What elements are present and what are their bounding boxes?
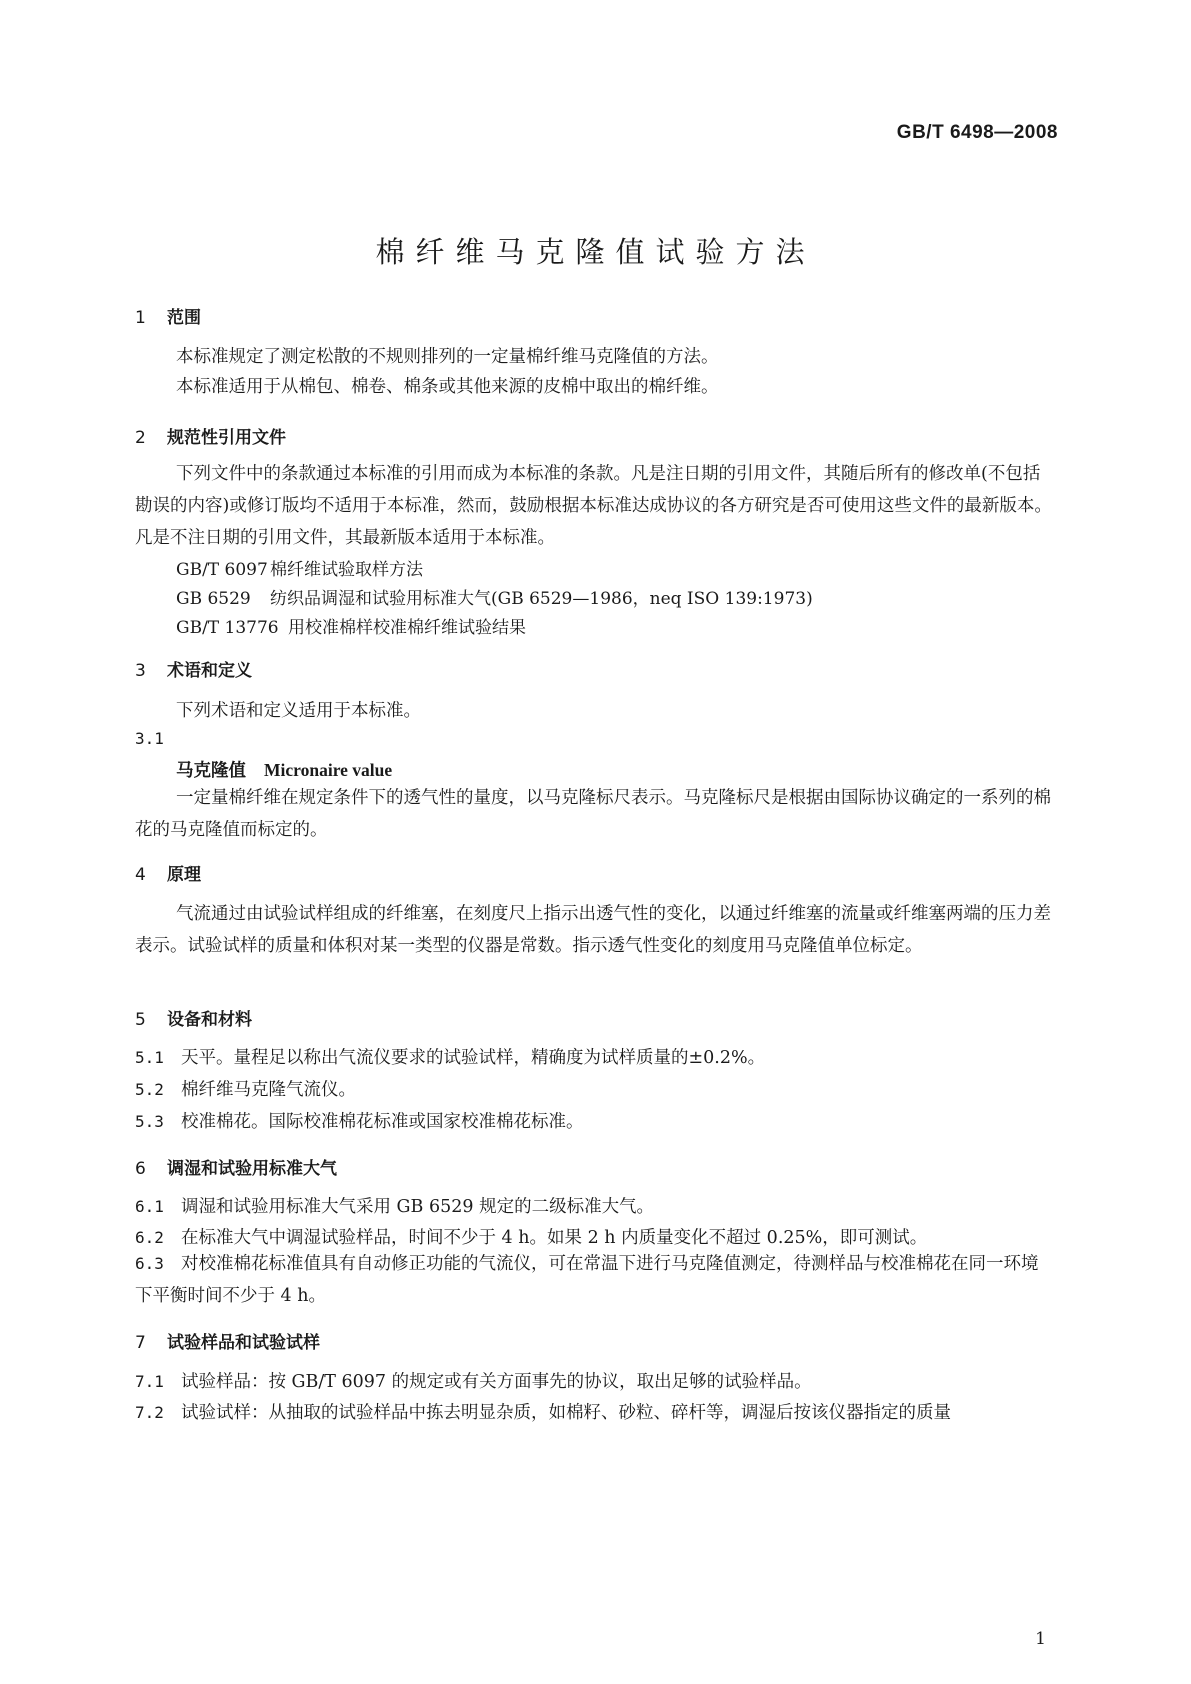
clause-text: 对校准棉花标准值具有自动修正功能的气流仪，可在常温下进行马克隆值测定，待测样品与校准棉花在同一环境下平衡时间不少于 4 h。: [135, 1254, 1039, 1306]
clause-text: 棉纤维马克隆气流仪。: [181, 1080, 356, 1100]
reference-code: GB/T 6097: [176, 560, 268, 580]
section-heading-1: [135, 303, 201, 328]
page-number: 1: [1035, 1629, 1046, 1649]
clause-item: [135, 1193, 654, 1218]
reference-code: GB/T 13776: [176, 618, 279, 638]
clause-number: 6.2: [135, 1228, 164, 1247]
section-title: 范围: [167, 308, 201, 328]
section-number: 2: [135, 428, 146, 448]
clause-text: 在标准大气中调湿试验样品，时间不少于 4 h。如果 2 h 内质量变化不超过 0.25%，即可测试。: [181, 1228, 928, 1248]
clause-text: 校准棉花。国际校准棉花标准或国家校准棉花标准。: [181, 1112, 584, 1132]
clause-number: 6.3: [135, 1254, 164, 1273]
section-number: 1: [135, 308, 146, 328]
clause-item: [135, 1248, 1055, 1312]
clause-item: [135, 1108, 584, 1133]
reference-name: 棉纤维试验取样方法: [270, 560, 423, 580]
section-heading-4: [135, 860, 201, 885]
clause-text: 天平。量程足以称出气流仪要求的试验试样，精确度为试样质量的±0.2%。: [181, 1048, 766, 1068]
paragraph: 下列文件中的条款通过本标准的引用而成为本标准的条款。凡是注日期的引用文件，其随后所有的修改单(不包括勘误的内容)或修订版均不适用于本标准，然而，鼓励根据本标准达成协议的各方研究是否可使用这些文件的最新版本。凡是不注日期的引用文件，其最新版本适用于本标准。: [135, 464, 1052, 548]
document-title: 棉纤维马克隆值试验方法: [375, 235, 816, 269]
section-title: 调湿和试验用标准大气: [167, 1159, 337, 1179]
section-title: 原理: [167, 865, 201, 885]
clause-number: 6.1: [135, 1197, 164, 1216]
clause-item: [135, 1368, 812, 1393]
clause-number: 5.1: [135, 1048, 164, 1067]
term-definition: 一定量棉纤维在规定条件下的透气性的量度，以马克隆标尺表示。马克隆标尺是根据由国际协议确定的一系列的棉花的马克隆值而标定的。: [135, 788, 1051, 840]
reference-name: 用校准棉样校准棉纤维试验结果: [288, 618, 526, 638]
clause-number: 5.2: [135, 1080, 164, 1099]
reference-item: [176, 584, 813, 609]
clause-item: [135, 1076, 356, 1101]
section-heading-7: [135, 1328, 320, 1353]
paragraph: 下列术语和定义适用于本标准。: [176, 701, 421, 721]
section-heading-6: [135, 1154, 337, 1179]
clause-item: [135, 1044, 765, 1069]
section-number: 5: [135, 1010, 146, 1030]
section-number: 6: [135, 1159, 146, 1179]
section-title: 规范性引用文件: [167, 428, 286, 448]
section-number: 4: [135, 865, 146, 885]
term-en: Micronaire value: [264, 760, 393, 780]
section-heading-2: [135, 423, 286, 448]
clause-number: 5.3: [135, 1112, 164, 1131]
clause-number: 7.1: [135, 1372, 164, 1391]
section-number: 3: [135, 661, 146, 681]
reference-name: 纺织品调湿和试验用标准大气(GB 6529—1986，neq ISO 139:1973): [270, 589, 813, 609]
clause-item: [135, 1399, 951, 1424]
term-zh: 马克隆值: [176, 761, 246, 781]
term: [176, 757, 392, 782]
clause-text: 试验试样：从抽取的试验样品中拣去明显杂质，如棉籽、砂粒、碎杆等，调湿后按该仪器指定的质量: [181, 1403, 951, 1423]
section-title: 术语和定义: [167, 661, 252, 681]
clause-text: 调湿和试验用标准大气采用 GB 6529 规定的二级标准大气。: [181, 1197, 655, 1217]
reference-code: GB 6529: [176, 589, 251, 609]
paragraph: 本标准适用于从棉包、棉卷、棉条或其他来源的皮棉中取出的棉纤维。: [176, 377, 719, 397]
section-title: 试验样品和试验试样: [167, 1333, 320, 1353]
reference-item: [176, 555, 423, 580]
section-number: 7: [135, 1333, 146, 1353]
term-number: 3.1: [135, 729, 164, 748]
clause-item: [135, 1224, 927, 1249]
paragraph: 气流通过由试验试样组成的纤维塞，在刻度尺上指示出透气性的变化，以通过纤维塞的流量或纤维塞两端的压力差表示。试验试样的质量和体积对某一类型的仪器是常数。指示透气性变化的刻度用马克隆值单位标定。: [135, 904, 1051, 956]
paragraph: 本标准规定了测定松散的不规则排列的一定量棉纤维马克隆值的方法。: [176, 347, 719, 367]
clause-text: 试验样品：按 GB/T 6097 的规定或有关方面事先的协议，取出足够的试验样品。: [181, 1372, 812, 1392]
standard-number: GB/T 6498—2008: [896, 122, 1058, 143]
reference-item: [176, 613, 526, 638]
section-heading-5: [135, 1005, 252, 1030]
clause-number: 7.2: [135, 1403, 164, 1422]
section-heading-3: [135, 656, 252, 681]
section-title: 设备和材料: [167, 1010, 252, 1030]
